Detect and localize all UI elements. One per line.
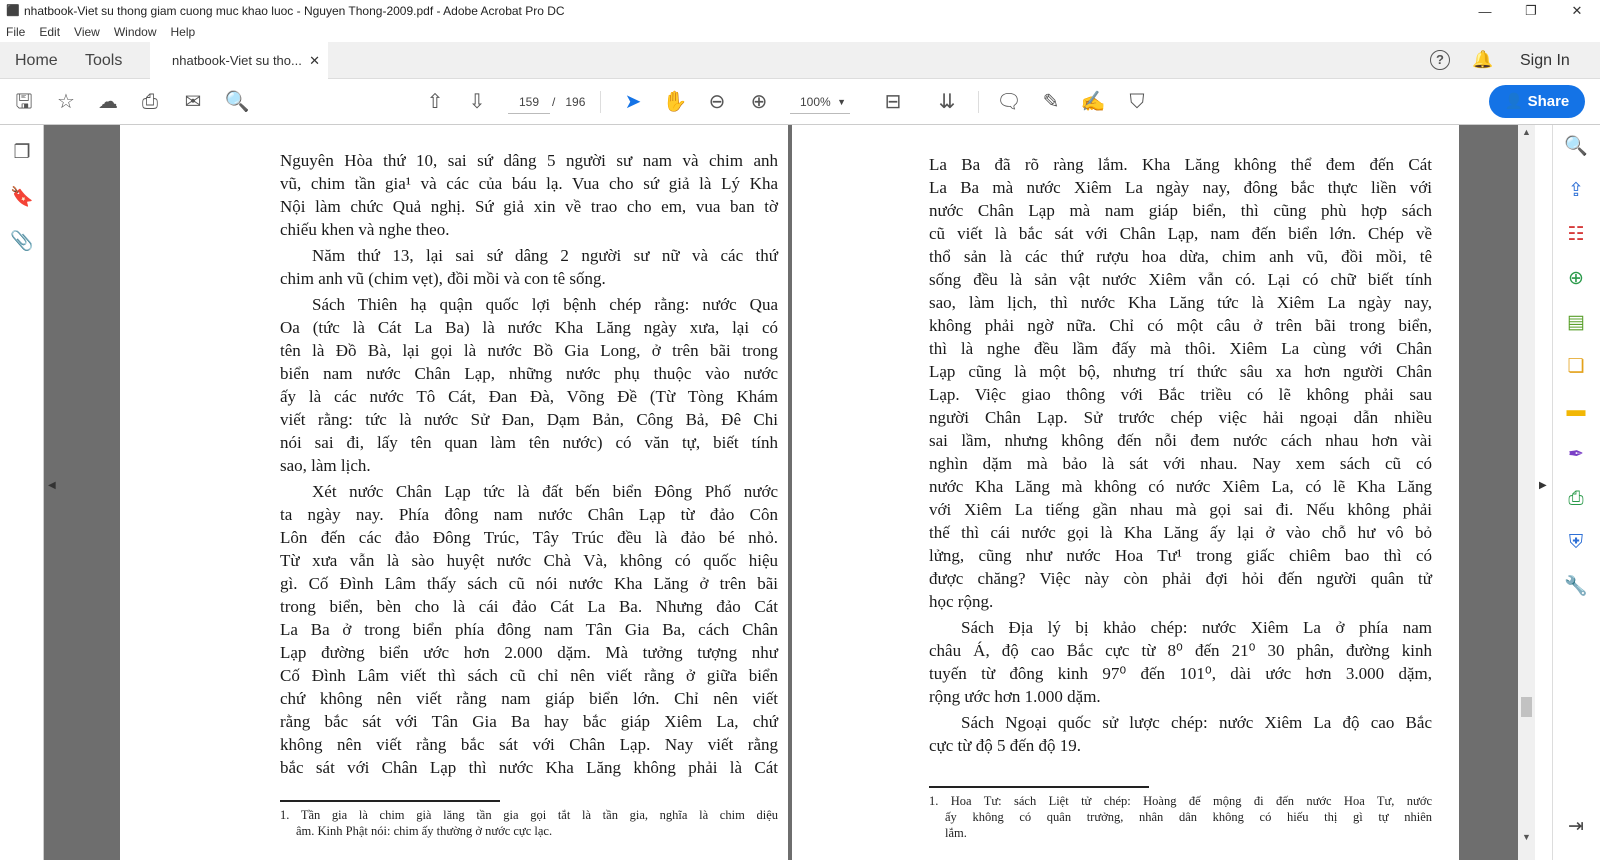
footnote bbox=[280, 807, 778, 839]
more-tools-wrench-icon[interactable]: 🔧 bbox=[1564, 576, 1588, 597]
fill-sign-icon[interactable]: ✒ bbox=[1568, 444, 1584, 465]
acrobat-pdf-icon: ⬛ bbox=[6, 5, 20, 17]
text-line: thế thì cái nước gọi là Kha Lăng ấy lại ở vào chỗ hư vô bỏ bbox=[929, 523, 1432, 542]
text-line: Năm thứ 13, lại sai sứ dâng 2 người sư nữ và các thứ bbox=[312, 246, 778, 265]
page-body-text bbox=[280, 149, 778, 782]
left-navigation-pane bbox=[0, 125, 44, 860]
vertical-scrollbar[interactable] bbox=[1518, 125, 1535, 860]
text-line: sao, làm lịch, thì nước Kha Lăng tức là Xiêm La ngày nay, bbox=[929, 293, 1432, 312]
save-icon[interactable]: 🖫 bbox=[15, 91, 33, 113]
hand-tool-icon[interactable]: ✋ bbox=[662, 91, 688, 113]
paragraph bbox=[280, 149, 778, 241]
text-line: viết rằng: tức là nước Sử Đan, Dạm Bản, Công Bả, Đê Chi bbox=[280, 410, 778, 429]
text-line: Lạp. Việc giao thông với Bắc triều có lẽ không phải sau bbox=[929, 385, 1432, 404]
menu-window[interactable]: Window bbox=[113, 25, 157, 39]
paragraph bbox=[280, 293, 778, 477]
expand-pane-icon[interactable]: ⇥ bbox=[1568, 816, 1584, 837]
text-line: Nguyên Hòa thứ 10, sai sứ dâng 5 người sư nam và chim anh bbox=[280, 151, 778, 170]
scrollbar-thumb[interactable] bbox=[1521, 697, 1532, 717]
text-line: rộng ước hơn 1.000 dặm. bbox=[929, 687, 1101, 706]
sign-icon[interactable]: ✍ bbox=[1080, 91, 1106, 113]
text-line: thổ sản là các thứ rượu hoa dừa, chim anh vũ, đồi mồi, tê bbox=[929, 247, 1432, 266]
text-line: sao, làm lịch. bbox=[280, 456, 371, 475]
protect-shield-icon[interactable]: ⛨ bbox=[1568, 532, 1584, 553]
paragraph bbox=[280, 244, 778, 290]
paragraph bbox=[929, 616, 1432, 708]
page-total bbox=[552, 90, 585, 114]
text-line: La Ba ở trong biển phía đông nam Tân Gia Ba, cách Chân bbox=[280, 620, 778, 639]
text-line: châu Á, độ cao Bắc cực từ 8⁰ đến 21⁰ 30 phân, đường kinh bbox=[929, 641, 1432, 660]
text-line: không phải ngờ nữa. Chỉ có một câu ở trên bãi trong biển, bbox=[929, 316, 1432, 335]
text-line: trong biển, bèn cho là cái đảo Cát La Ba. Nhưng đảo Cát bbox=[280, 597, 778, 616]
divider bbox=[978, 91, 979, 113]
upload-cloud-icon[interactable]: ☁ bbox=[98, 91, 118, 113]
text-line: học rộng. bbox=[929, 592, 994, 611]
document-tab-label: nhatbook-Viet su tho... bbox=[172, 53, 302, 68]
page-number-input[interactable]: 159 bbox=[508, 90, 550, 114]
text-line: với Xiêm La tiếng gần nhau mà gọi sai đi. Nếu không phải bbox=[929, 500, 1432, 519]
text-line: Oa (tức là Cát La Ba) là nước Kha Lăng ngày xưa, lại có bbox=[280, 318, 778, 337]
menu-file[interactable]: File bbox=[6, 25, 26, 39]
text-line: Lạp cũng là một bộ, nhưng trí thức sâu xa hơn người Chân bbox=[929, 362, 1432, 381]
text-line: Nội làm chức Quả nghị. Sứ giả xin về trao cho em, vua ban tờ bbox=[280, 197, 778, 216]
text-line: được chăng? Việc này còn phải đợi hỏi đến người quân tử bbox=[929, 569, 1432, 588]
bookmark-star-icon[interactable]: ☆ bbox=[57, 91, 75, 113]
next-page-icon[interactable]: ⇩ bbox=[468, 91, 486, 113]
minimize-button[interactable]: — bbox=[1478, 3, 1492, 19]
tab-home[interactable]: Home bbox=[15, 52, 58, 69]
text-line: ấy là các nước Tô Cát, Đan Đà, Võng Đề (Từ Tòng Khám bbox=[280, 387, 778, 406]
notifications-bell-icon[interactable]: 🔔 bbox=[1472, 50, 1494, 69]
footnote-line: âm. Kinh Phật nói: chim ấy thường ở nước cực lạc. bbox=[296, 824, 553, 838]
pdf-page-left bbox=[120, 125, 788, 860]
text-line: nghìn dặm mà bảo là sát với nhau. Nay xem sách cũ có bbox=[929, 454, 1432, 473]
text-line: Sách Ngoại quốc sử lược chép: nước Xiêm La độ cao Bắc bbox=[961, 713, 1432, 732]
text-line: La Ba đã rõ ràng lắm. Kha Lăng không thể đem đến Cát bbox=[929, 155, 1432, 174]
pdf-page-right bbox=[792, 125, 1459, 860]
find-zoom-icon[interactable]: 🔍 bbox=[224, 91, 250, 113]
page-body-text bbox=[929, 153, 1432, 760]
text-line: Cố Đình Lâm viết thì sách cũ chỉ nên viết rằng ở giữa biển bbox=[280, 666, 778, 685]
footnote-rule bbox=[929, 786, 1149, 788]
organize-pages-icon[interactable]: ☷ bbox=[1567, 224, 1585, 245]
text-line: lửng, cũng như nước Hoa Tư¹ trong giấc chiêm bao thì có bbox=[929, 546, 1432, 565]
text-line: chứ không nên viết rằng nam giáp biển lớn. Chỉ nên viết bbox=[280, 689, 778, 708]
tab-bar bbox=[0, 42, 1600, 79]
page-thumbnails-icon[interactable]: ❐ bbox=[13, 142, 31, 163]
text-line: thì là nghe đều lầm đấy mà thôi. Xiêm La cùng với Chân bbox=[929, 339, 1432, 358]
text-line: Lạp đường biển ước hơn 2.000 dặm. Mà tưởng tượng như bbox=[280, 643, 778, 662]
document-view[interactable] bbox=[44, 125, 1518, 860]
page-display-icon[interactable]: ⊟ bbox=[884, 91, 902, 113]
footnote bbox=[929, 793, 1432, 841]
text-line: sống đều là sản vật nước Xiêm vẫn có. Lại có chữ biết tính bbox=[929, 270, 1432, 289]
text-line: không nên viết rằng bắc sát với Chân Lạp. Nay viết rằng bbox=[280, 735, 778, 754]
text-line: La Ba mà nước Xiêm La ngày nay, đông bắc thực liền với bbox=[929, 178, 1432, 197]
zoom-level-value: 100% bbox=[800, 95, 831, 109]
right-tools-pane bbox=[1553, 125, 1600, 860]
bookmarks-icon[interactable]: 🔖 bbox=[10, 187, 34, 208]
scroll-up-arrow-icon[interactable]: ▲ bbox=[1522, 127, 1531, 137]
combine-files-icon[interactable]: ❏ bbox=[1567, 356, 1585, 377]
select-cursor-icon[interactable]: ➤ bbox=[624, 91, 642, 113]
text-line: tên là Đồ Bà, lại gọi là nước Bồ Gia Long, ở trên bãi trong bbox=[280, 341, 778, 360]
text-line: nói sai đi, lấy tên quan làm tên nước) có văn tự, biết tính bbox=[280, 433, 778, 452]
chevron-down-icon: ▼ bbox=[837, 97, 846, 107]
menu-help[interactable]: Help bbox=[170, 25, 196, 39]
comment-tool-icon[interactable]: ▬ bbox=[1566, 400, 1586, 421]
close-tab-icon[interactable]: ✕ bbox=[309, 53, 320, 68]
paragraph bbox=[929, 153, 1432, 613]
export-pdf-icon[interactable]: ⇪ bbox=[1568, 180, 1584, 201]
text-line: ta ngày nay. Phía đông nam nước Chân Lạp từ đảo Côn bbox=[280, 505, 778, 524]
divider bbox=[600, 91, 601, 113]
email-icon[interactable]: ✉ bbox=[184, 91, 202, 113]
zoom-in-icon[interactable]: ⊕ bbox=[750, 91, 768, 113]
share-label: Share bbox=[1527, 93, 1570, 110]
text-line: Xét nước Chân Lạp tức là đất bến biển Đông Phố nước bbox=[312, 482, 778, 501]
tools-pane-strip bbox=[1535, 125, 1553, 860]
footnote-line: 1. Tần gia là chim già lăng tần gia gọi tắt là tần gia, nghĩa là chim diệu bbox=[280, 808, 778, 822]
page-separator: / bbox=[552, 95, 556, 109]
window-title: nhatbook-Viet su thong giam cuong muc khao luoc - Nguyen Thong-2009.pdf - Adobe Acrobat Pro DC bbox=[24, 4, 565, 18]
text-line: rằng bắc sát với Tân Gia Ba hay bắc giáp Xiêm La, chứ bbox=[280, 712, 778, 731]
text-line: chim anh vũ (chim vẹt), đồi mồi và con tê sống. bbox=[280, 269, 606, 288]
title-bar bbox=[0, 0, 1600, 22]
collapse-right-pane-icon[interactable]: ▶ bbox=[1539, 480, 1547, 491]
paragraph bbox=[280, 480, 778, 779]
text-line: Từ xưa vẫn là sào huyệt nước Chà Và, không có quốc hiệu bbox=[280, 551, 778, 570]
close-window-button[interactable]: ✕ bbox=[1571, 3, 1583, 18]
tab-document[interactable] bbox=[150, 42, 328, 79]
text-line: vũ, chim tần gia¹ và các của báu lạ. Vua cho sứ giả là Lý Kha bbox=[280, 174, 778, 193]
previous-page-icon[interactable]: ⇧ bbox=[426, 91, 444, 113]
text-line: chiếu khen và nghe theo. bbox=[280, 220, 450, 239]
zoom-level-select[interactable] bbox=[790, 90, 850, 114]
menu-view[interactable]: View bbox=[74, 25, 100, 39]
footnote-line: lắm. bbox=[945, 826, 967, 840]
page-total-count: 196 bbox=[565, 95, 586, 109]
tab-tools[interactable]: Tools bbox=[85, 52, 123, 69]
menu-edit[interactable]: Edit bbox=[39, 25, 61, 39]
text-line: Lôn đến các đảo Đông Trúc, Tây Trúc đều là đảo bé nhỏ. bbox=[280, 528, 778, 547]
edit-pdf-icon[interactable]: ▤ bbox=[1567, 312, 1585, 333]
text-line: Sách Thiên hạ quận quốc lợi bệnh chép rằng: nước Qua bbox=[312, 295, 778, 314]
print-icon[interactable]: ⎙ bbox=[142, 91, 158, 113]
text-line: cũ viết là bắc sát với Chân Lạp, nam đến biển lớn. Chép về bbox=[929, 224, 1432, 243]
text-line: sai lầm, nhưng không đến nỗi đem nước cách nhau hơn vài bbox=[929, 431, 1432, 450]
zoom-search-icon[interactable]: 🔍 bbox=[1564, 136, 1588, 157]
text-line: nước Kha Lăng mà không có nước Xiêm La, có lẽ Kha Lăng bbox=[929, 477, 1432, 496]
text-line: nước Chân Lạp mà nam giáp biển, thì cũng phù hợp sách bbox=[929, 201, 1432, 220]
text-line: Sách Địa lý bị khảo chép: nước Xiêm La ở phía nam bbox=[961, 618, 1432, 637]
text-line: cực từ độ 5 đến độ 19. bbox=[929, 736, 1082, 755]
text-line: biển nam nước Chân Lạp, những nước phụ thuộc vào nước bbox=[280, 364, 778, 383]
attachments-paperclip-icon[interactable]: 📎 bbox=[10, 231, 34, 252]
text-line: bắc sát với Chân Lạp thì nước Kha Lăng không phải là Cát bbox=[280, 758, 778, 777]
text-line: người Chân Lạp. Sử trước chép việc hải ngoại dẫn nhiều bbox=[929, 408, 1432, 427]
comment-icon[interactable]: 🗨 bbox=[996, 91, 1022, 113]
footnote-line: ấy không có quân trưởng, nhân dân không có hiếu thị gì tự nhiên bbox=[945, 810, 1432, 824]
stamp-tool-icon[interactable]: ⛉ bbox=[1129, 91, 1145, 113]
highlight-pen-icon[interactable]: ✎ bbox=[1042, 91, 1060, 113]
create-pdf-icon[interactable]: ⊕ bbox=[1568, 268, 1584, 289]
help-icon[interactable]: ? bbox=[1430, 50, 1450, 70]
text-line: gì. Cố Đình Lâm thấy sách cũ nói nước Kha Lăng ở trên bãi bbox=[280, 574, 778, 593]
menu-bar bbox=[0, 22, 1600, 42]
paragraph bbox=[929, 711, 1432, 757]
collapse-left-pane-icon[interactable]: ◀ bbox=[48, 480, 56, 491]
share-button[interactable]: 👤 Share bbox=[1489, 85, 1585, 118]
restore-button[interactable]: ❐ bbox=[1525, 3, 1537, 18]
footnote-rule bbox=[280, 800, 500, 802]
sign-in-link[interactable]: Sign In bbox=[1520, 52, 1570, 69]
scroll-down-arrow-icon[interactable]: ▼ bbox=[1522, 832, 1531, 842]
zoom-out-icon[interactable]: ⊖ bbox=[708, 91, 726, 113]
text-line: tuyến từ đông kinh 97⁰ đến 101⁰, dài ước hơn 3.000 dặm, bbox=[929, 664, 1432, 683]
print-production-icon[interactable]: ⎙ bbox=[1568, 488, 1584, 509]
toolbar bbox=[0, 79, 1600, 125]
scroll-mode-icon[interactable]: ⇊ bbox=[938, 91, 956, 113]
footnote-line: 1. Hoa Tư: sách Liệt tử chép: Hoàng đế mộng đi đến nước Hoa Tư, nước bbox=[929, 794, 1432, 808]
